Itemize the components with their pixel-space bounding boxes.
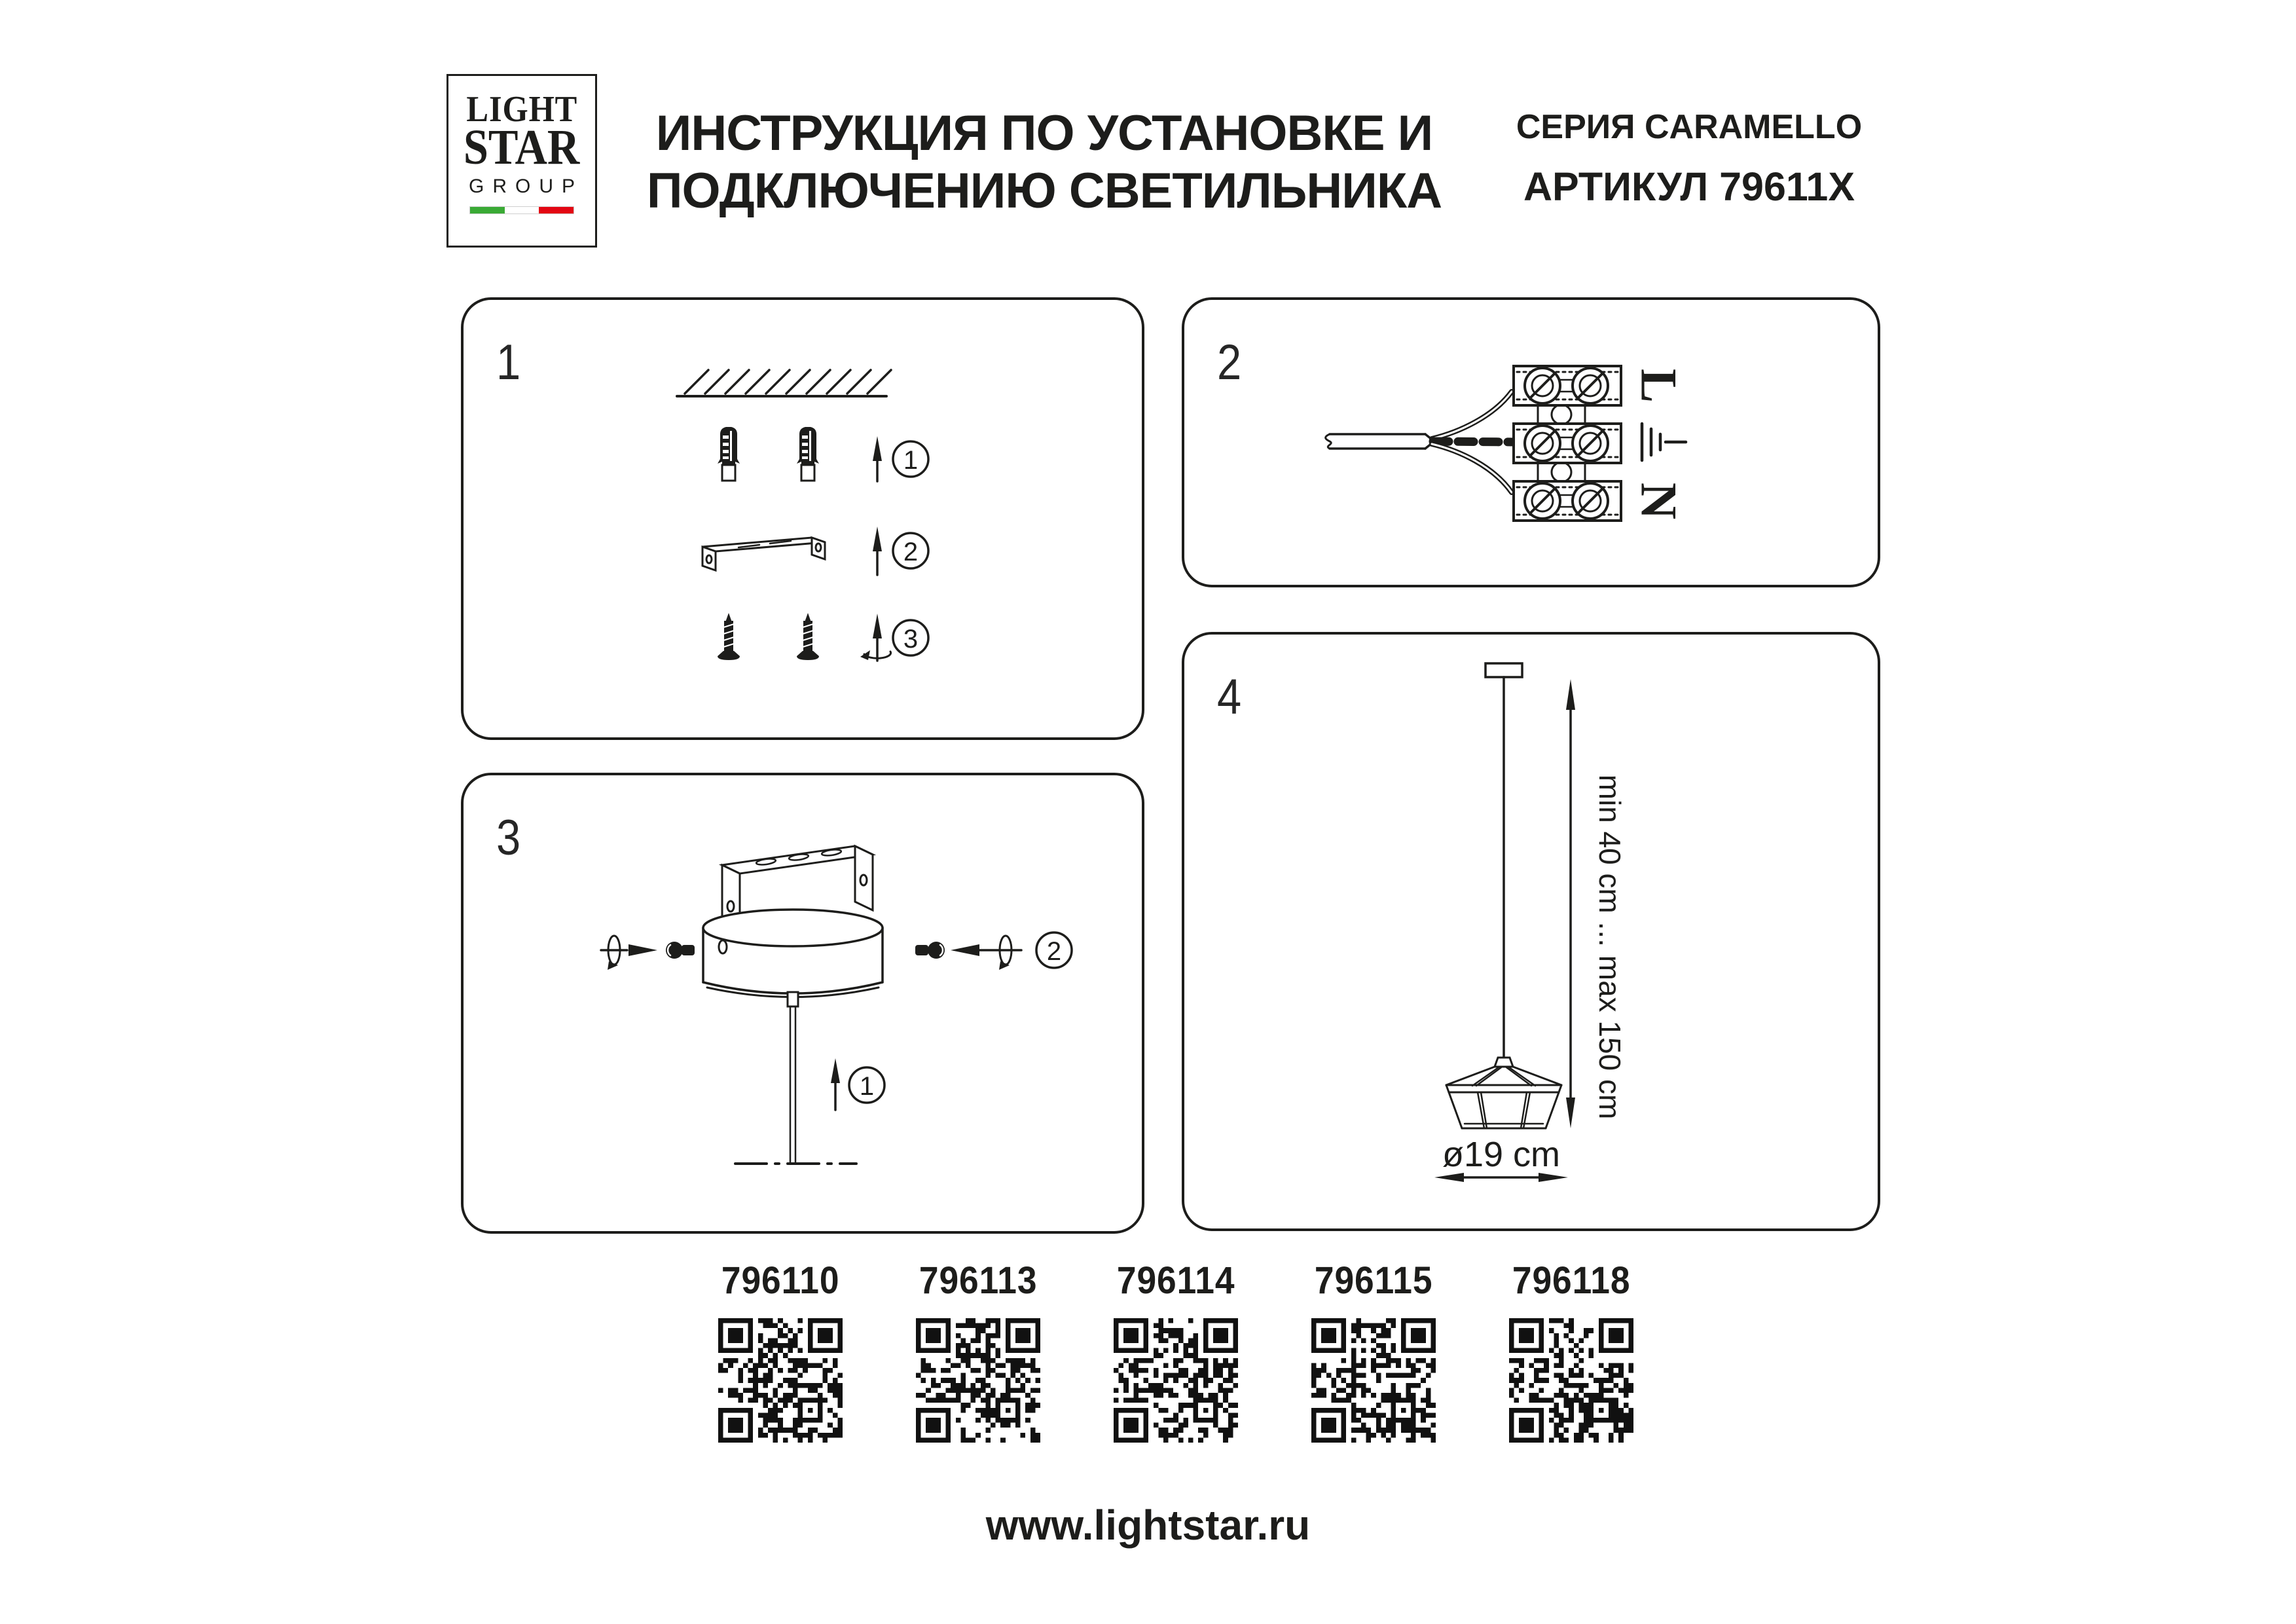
panel3-number: 3 — [496, 810, 521, 866]
logo-word-light: LIGHT — [466, 89, 577, 130]
rotate-icon — [951, 936, 1021, 970]
wire-neutral — [1432, 444, 1512, 492]
diameter-dimension-arrow — [1434, 1173, 1568, 1182]
page-title-line2: ПОДКЛЮЧЕНИЮ СВЕТИЛЬНИКА — [646, 163, 1442, 219]
qr-item — [1275, 1259, 1472, 1446]
qr-article-label: 796114 — [1116, 1259, 1235, 1302]
terminal-block — [1514, 481, 1621, 521]
terminal-block — [1514, 424, 1621, 463]
panel4-number: 4 — [1217, 669, 1242, 725]
lightstar-logo — [446, 74, 597, 248]
panel-step4-dimensions — [1182, 632, 1880, 1231]
qr-item — [682, 1259, 879, 1446]
step-badge-3 — [893, 620, 928, 655]
step1-arrow-up-icon — [831, 1058, 840, 1110]
italian-flag-bar — [469, 206, 574, 214]
qr-article-label: 796118 — [1512, 1259, 1631, 1302]
qr-article-label: 796110 — [721, 1259, 840, 1302]
step3-screw-in-arrow-icon — [860, 614, 891, 661]
ceiling-hatch-icon — [677, 370, 891, 396]
screw-icon — [718, 613, 740, 660]
step-badge-1 — [893, 441, 928, 477]
flag-stripe-green — [470, 207, 505, 213]
step-badge-1 — [849, 1067, 884, 1103]
side-screw-icon — [915, 942, 945, 959]
svg-text:1: 1 — [903, 446, 919, 475]
step-badge-2 — [893, 533, 928, 568]
wall-plug-icon — [718, 427, 740, 481]
step-badge-2 — [1036, 932, 1072, 968]
series-name: СЕРИЯ CARAMELLO — [1516, 108, 1863, 146]
page-title-line1: ИНСТРУКЦИЯ ПО УСТАНОВКЕ И — [655, 105, 1433, 161]
logo-word-group: GROUP — [468, 175, 583, 197]
svg-text:2: 2 — [1046, 937, 1062, 966]
qr-code — [1509, 1318, 1633, 1443]
mains-cable-icon — [1326, 434, 1432, 449]
side-screw-icon — [666, 942, 695, 959]
logo-word-star: STAR — [464, 120, 580, 175]
qr-article-label: 796113 — [919, 1259, 1038, 1302]
flag-stripe-red — [539, 207, 574, 213]
page-title — [629, 105, 1460, 220]
qr-item — [880, 1259, 1076, 1446]
article-number: АРТИКУЛ 79611X — [1523, 164, 1855, 209]
suspension-cord — [788, 992, 798, 1163]
qr-item — [1473, 1259, 1669, 1446]
step2-arrow-up-icon — [873, 526, 882, 575]
panel-step1-mounting — [461, 297, 1144, 740]
qr-code — [718, 1318, 843, 1443]
flag-stripe-white — [505, 207, 539, 213]
qr-article-label: 796115 — [1314, 1259, 1433, 1302]
screw-icon — [797, 613, 819, 660]
panel-step2-wiring — [1182, 297, 1880, 587]
svg-text:2: 2 — [903, 538, 919, 566]
panel-step3-canopy — [461, 773, 1144, 1234]
wire-earth — [1433, 441, 1513, 442]
panel1-number: 1 — [496, 335, 521, 390]
earth-symbol-icon — [1642, 424, 1686, 460]
qr-code — [1311, 1318, 1436, 1443]
product-info — [1480, 109, 1899, 210]
panel1-diagram — [464, 300, 1147, 743]
terminal-block — [1514, 366, 1621, 405]
svg-text:1: 1 — [859, 1072, 875, 1101]
step1-arrow-up-icon — [873, 436, 882, 481]
wire-live — [1432, 392, 1512, 439]
panel4-diagram — [1184, 635, 1883, 1234]
wall-plug-icon — [797, 427, 819, 481]
qr-code — [1114, 1318, 1238, 1443]
mounting-bracket-icon — [702, 538, 825, 570]
panel3-diagram — [464, 775, 1147, 1236]
rotate-icon — [601, 936, 657, 970]
terminal-label-live: L — [1630, 368, 1688, 403]
height-range-label: min 40 cm ... max 150 cm — [1593, 774, 1627, 1120]
qr-item — [1078, 1259, 1274, 1446]
terminal-label-neutral: N — [1630, 482, 1688, 520]
pendant-lamp-icon — [1446, 663, 1561, 1128]
diameter-label: ø19 cm — [1442, 1135, 1561, 1174]
qr-code — [916, 1318, 1040, 1443]
panel2-diagram — [1184, 300, 1883, 590]
height-dimension-arrow — [1566, 679, 1575, 1128]
svg-text:3: 3 — [903, 625, 919, 654]
website-url: www.lightstar.ru — [985, 1502, 1311, 1549]
canopy-drum-icon — [703, 910, 883, 997]
panel2-number: 2 — [1217, 335, 1242, 390]
